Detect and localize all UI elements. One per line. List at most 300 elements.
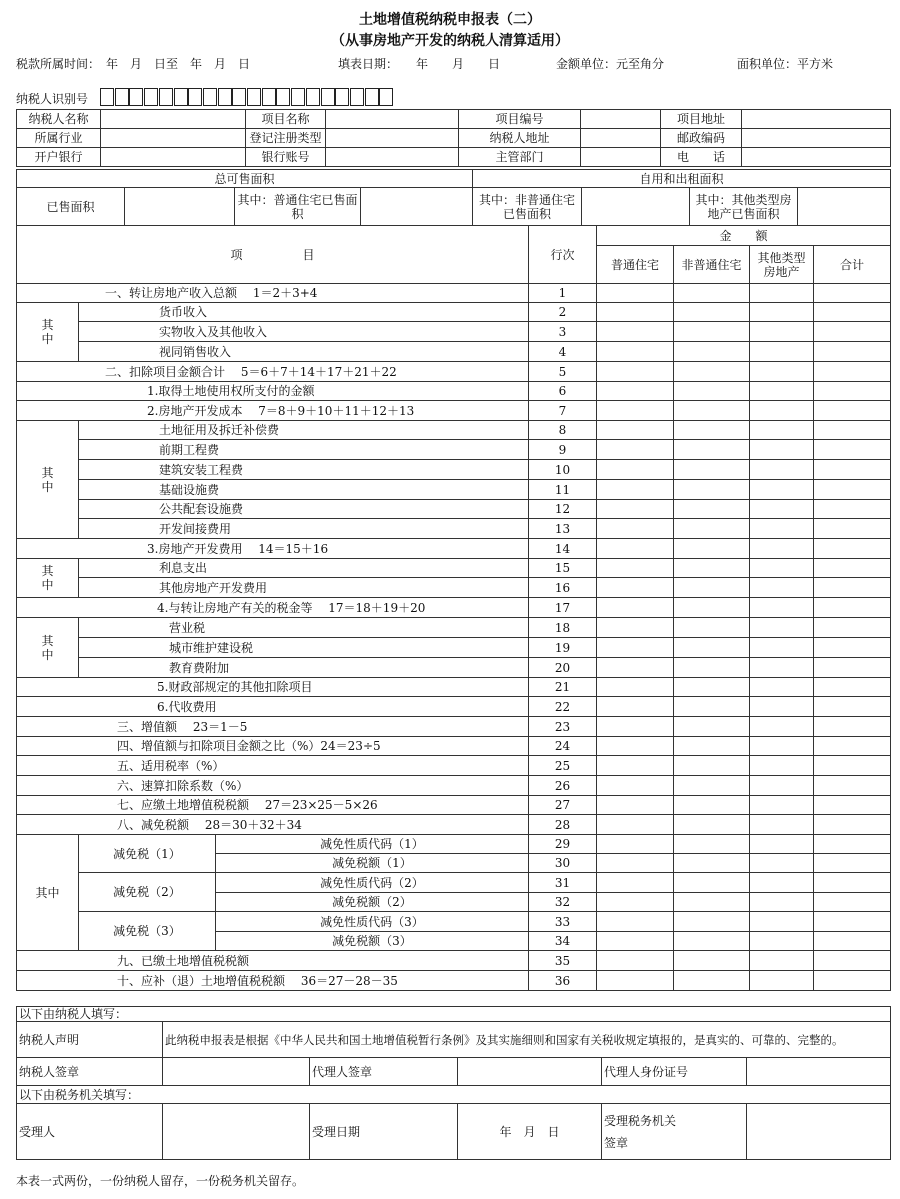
row-label: 4.与转让房地产有关的税金等 17＝18＋19＋20 <box>17 598 529 618</box>
footer-note: 本表一式两份，一份纳税人留存，一份税务机关留存。 <box>16 1174 305 1188</box>
amount-other-row-36[interactable] <box>750 971 814 991</box>
amount-nonordinary-row-4[interactable] <box>674 342 750 362</box>
taxpayer-id-digit-box[interactable] <box>262 88 276 106</box>
row-number: 20 <box>529 658 597 678</box>
amount-ordinary-row-15[interactable] <box>597 559 674 578</box>
amount-other-row-1[interactable] <box>750 284 814 303</box>
amount-other-row-10[interactable] <box>750 460 814 480</box>
relief-sub-label: 减免税（3） <box>79 912 216 951</box>
amount-total-row-33[interactable] <box>814 912 891 932</box>
nonordinary-sold-field[interactable] <box>582 188 690 226</box>
amount-total-row-27[interactable] <box>814 796 891 815</box>
form-title: 土地增值税纳税申报表（二） <box>359 12 541 28</box>
project-name-label: 项目名称 <box>246 110 326 129</box>
taxpayer-id-digit-box[interactable] <box>365 88 379 106</box>
authority-field[interactable] <box>581 148 661 167</box>
row-label: 七、应缴土地增值税税额 27＝23×25－5×26 <box>17 796 529 815</box>
amount-ordinary-row-1[interactable] <box>597 284 674 303</box>
amount-nonordinary-row-11[interactable] <box>674 480 750 500</box>
amount-nonordinary-row-8[interactable] <box>674 421 750 440</box>
amount-ordinary-row-24[interactable] <box>597 737 674 756</box>
receiver-label: 受理人 <box>17 1104 163 1160</box>
row-label: 土地征用及拆迁补偿费 <box>79 421 529 440</box>
table-row <box>17 971 891 991</box>
group-label: 其 中 <box>17 559 79 598</box>
table-row <box>17 460 891 480</box>
amount-other-row-3[interactable] <box>750 322 814 342</box>
project-name-field[interactable] <box>326 110 459 129</box>
amount-other-row-21[interactable] <box>750 678 814 697</box>
amount-nonordinary-row-9[interactable] <box>674 440 750 460</box>
table-row <box>17 421 891 440</box>
project-no-field[interactable] <box>581 110 661 129</box>
amount-ordinary-row-25[interactable] <box>597 756 674 776</box>
table-row <box>17 480 891 500</box>
project-address-field[interactable] <box>742 110 891 129</box>
amount-ordinary-row-22[interactable] <box>597 697 674 717</box>
row-label: 其他房地产开发费用 <box>79 578 529 598</box>
receive-date-label: 受理日期 <box>310 1104 458 1160</box>
amount-ordinary-row-31[interactable] <box>597 873 674 893</box>
table-row <box>17 322 891 342</box>
amount-nonordinary-row-12[interactable] <box>674 500 750 519</box>
table-row <box>17 776 891 796</box>
amount-nonordinary-row-21[interactable] <box>674 678 750 697</box>
row-number: 10 <box>529 460 597 480</box>
amount-other-row-18[interactable] <box>750 618 814 638</box>
row-number: 28 <box>529 815 597 835</box>
amount-other-row-24[interactable] <box>750 737 814 756</box>
money-unit: 金额单位：元至角分 <box>556 57 665 71</box>
amount-other-row-23[interactable] <box>750 717 814 737</box>
amount-nonordinary-row-31[interactable] <box>674 873 750 893</box>
table-row <box>17 618 891 638</box>
amount-other-row-17[interactable] <box>750 598 814 618</box>
table-row <box>17 559 891 578</box>
group-label: 其 中 <box>17 618 79 678</box>
row-number: 21 <box>529 678 597 697</box>
taxpayer-id-digit-box[interactable] <box>350 88 364 106</box>
self-use-area-label: 自用和出租面积 <box>473 170 891 188</box>
taxpayer-id-digit-box[interactable] <box>321 88 335 106</box>
amount-total-row-2[interactable] <box>814 303 891 322</box>
row-number: 7 <box>529 401 597 421</box>
amount-ordinary-row-21[interactable] <box>597 678 674 697</box>
amount-nonordinary-row-35[interactable] <box>674 951 750 971</box>
row-label: 教育费附加 <box>79 658 529 678</box>
signature-table <box>16 1006 891 1160</box>
amount-ordinary-row-30[interactable] <box>597 854 674 873</box>
amount-other-row-25[interactable] <box>750 756 814 776</box>
table-row <box>17 401 891 421</box>
amount-total-row-30[interactable] <box>814 854 891 873</box>
taxpayer-id-label: 纳税人识别号 <box>16 92 89 106</box>
amount-total-row-21[interactable] <box>814 678 891 697</box>
row-number: 24 <box>529 737 597 756</box>
amount-nonordinary-row-5[interactable] <box>674 362 750 382</box>
taxpayer-id-digit-box[interactable] <box>232 88 246 106</box>
form-subtitle: （从事房地产开发的纳税人清算适用） <box>331 33 569 49</box>
table-row <box>17 638 891 658</box>
amount-ordinary-row-17[interactable] <box>597 598 674 618</box>
amount-nonordinary-row-27[interactable] <box>674 796 750 815</box>
row-label: 公共配套设施费 <box>79 500 529 519</box>
amount-total-row-29[interactable] <box>814 835 891 854</box>
postal-code-field[interactable] <box>742 129 891 148</box>
table-row <box>17 303 891 322</box>
receiving-office-label <box>602 1104 747 1160</box>
row-label: 6.代收费用 <box>17 697 529 717</box>
reg-type-field[interactable] <box>326 129 459 148</box>
row-number: 35 <box>529 951 597 971</box>
row-label: 5.财政部规定的其他扣除项目 <box>17 678 529 697</box>
amount-other-row-29[interactable] <box>750 835 814 854</box>
amount-other-row-11[interactable] <box>750 480 814 500</box>
phone-field[interactable] <box>742 148 891 167</box>
amount-ordinary-row-11[interactable] <box>597 480 674 500</box>
bank-account-field[interactable] <box>326 148 459 167</box>
amount-total-row-15[interactable] <box>814 559 891 578</box>
table-row <box>17 756 891 776</box>
row-number: 8 <box>529 421 597 440</box>
row-label: 减免税额（2） <box>216 893 529 912</box>
amount-nonordinary-row-29[interactable] <box>674 835 750 854</box>
taxpayer-id-digit-box[interactable] <box>203 88 217 106</box>
amount-nonordinary-row-25[interactable] <box>674 756 750 776</box>
amount-ordinary-row-18[interactable] <box>597 618 674 638</box>
amount-total-row-23[interactable] <box>814 717 891 737</box>
amount-ordinary-row-5[interactable] <box>597 362 674 382</box>
taxpayer-sign-field[interactable] <box>163 1058 310 1086</box>
taxpayer-id-digit-box[interactable] <box>247 88 261 106</box>
taxpayer-id-digit-box[interactable] <box>276 88 290 106</box>
amount-nonordinary-row-15[interactable] <box>674 559 750 578</box>
table-row <box>17 678 891 697</box>
amount-ordinary-row-12[interactable] <box>597 500 674 519</box>
agent-id-label: 代理人身份证号 <box>602 1058 747 1086</box>
amount-ordinary-row-10[interactable] <box>597 460 674 480</box>
amount-other-row-20[interactable] <box>750 658 814 678</box>
amount-total-row-25[interactable] <box>814 756 891 776</box>
amount-other-row-31[interactable] <box>750 873 814 893</box>
amount-total-row-26[interactable] <box>814 776 891 796</box>
row-label: 减免性质代码（3） <box>216 912 529 932</box>
receiving-office-field[interactable] <box>747 1104 891 1160</box>
taxpayer-id-digit-box[interactable] <box>291 88 305 106</box>
row-number: 30 <box>529 854 597 873</box>
table-row <box>17 873 891 893</box>
taxpayer-id-digit-box[interactable] <box>100 88 114 106</box>
area-table <box>16 169 891 226</box>
amount-total-row-12[interactable] <box>814 500 891 519</box>
amount-nonordinary-row-36[interactable] <box>674 971 750 991</box>
amount-ordinary-row-28[interactable] <box>597 815 674 835</box>
ordinary-sold-field[interactable] <box>361 188 473 226</box>
amount-nonordinary-row-30[interactable] <box>674 854 750 873</box>
amount-nonordinary-row-22[interactable] <box>674 697 750 717</box>
group-label: 其 中 <box>17 421 79 539</box>
table-row <box>17 796 891 815</box>
row-label: 减免税额（3） <box>216 932 529 951</box>
row-number: 22 <box>529 697 597 717</box>
amount-ordinary-row-9[interactable] <box>597 440 674 460</box>
amount-ordinary-row-29[interactable] <box>597 835 674 854</box>
amount-nonordinary-row-24[interactable] <box>674 737 750 756</box>
table-row <box>17 500 891 519</box>
amount-other-row-9[interactable] <box>750 440 814 460</box>
receiving-office-sign-text: 签章 <box>604 1135 629 1150</box>
agent-sign-field[interactable] <box>458 1058 602 1086</box>
amount-nonordinary-row-18[interactable] <box>674 618 750 638</box>
table-row <box>17 658 891 678</box>
amount-other-row-5[interactable] <box>750 362 814 382</box>
taxpayer-info-table <box>16 109 891 167</box>
taxpayer-id-digit-box[interactable] <box>379 88 393 106</box>
amount-nonordinary-row-19[interactable] <box>674 638 750 658</box>
amount-ordinary-row-20[interactable] <box>597 658 674 678</box>
amount-other-row-27[interactable] <box>750 796 814 815</box>
column-header-other: 其他类型房地产 <box>750 246 814 284</box>
amount-ordinary-row-7[interactable] <box>597 401 674 421</box>
amount-ordinary-row-19[interactable] <box>597 638 674 658</box>
amount-nonordinary-row-20[interactable] <box>674 658 750 678</box>
amount-ordinary-row-4[interactable] <box>597 342 674 362</box>
taxpayer-id-digit-box[interactable] <box>144 88 158 106</box>
row-number: 23 <box>529 717 597 737</box>
row-label: 视同销售收入 <box>79 342 529 362</box>
amount-other-row-35[interactable] <box>750 951 814 971</box>
amount-total-row-19[interactable] <box>814 638 891 658</box>
main-calculation-table <box>16 225 891 991</box>
row-label: 1.取得土地使用权所支付的金额 <box>17 382 529 401</box>
table-row <box>17 362 891 382</box>
amount-total-row-20[interactable] <box>814 658 891 678</box>
amount-total-row-11[interactable] <box>814 480 891 500</box>
amount-ordinary-row-36[interactable] <box>597 971 674 991</box>
amount-nonordinary-row-7[interactable] <box>674 401 750 421</box>
amount-ordinary-row-26[interactable] <box>597 776 674 796</box>
amount-nonordinary-row-26[interactable] <box>674 776 750 796</box>
amount-nonordinary-row-32[interactable] <box>674 893 750 912</box>
row-number: 18 <box>529 618 597 638</box>
amount-total-row-28[interactable] <box>814 815 891 835</box>
table-row <box>17 342 891 362</box>
relief-sub-label: 减免税（2） <box>79 873 216 912</box>
declaration-label: 纳税人声明 <box>17 1022 163 1058</box>
amount-ordinary-row-23[interactable] <box>597 717 674 737</box>
row-label: 实物收入及其他收入 <box>79 322 529 342</box>
receive-date-field[interactable]: 年 月 日 <box>458 1104 602 1160</box>
amount-ordinary-row-2[interactable] <box>597 303 674 322</box>
taxpayer-id-digit-box[interactable] <box>115 88 129 106</box>
amount-other-row-6[interactable] <box>750 382 814 401</box>
other-sold-field[interactable] <box>798 188 891 226</box>
bank-label: 开户银行 <box>17 148 101 167</box>
row-number: 27 <box>529 796 597 815</box>
amount-ordinary-row-27[interactable] <box>597 796 674 815</box>
amount-ordinary-row-14[interactable] <box>597 539 674 559</box>
column-header-total: 合计 <box>814 246 891 284</box>
row-number: 1 <box>529 284 597 303</box>
amount-total-row-1[interactable] <box>814 284 891 303</box>
amount-nonordinary-row-3[interactable] <box>674 322 750 342</box>
reg-type-label: 登记注册类型 <box>246 129 326 148</box>
amount-total-row-36[interactable] <box>814 971 891 991</box>
amount-nonordinary-row-23[interactable] <box>674 717 750 737</box>
amount-nonordinary-row-10[interactable] <box>674 460 750 480</box>
amount-other-row-16[interactable] <box>750 578 814 598</box>
amount-nonordinary-row-2[interactable] <box>674 303 750 322</box>
amount-total-row-16[interactable] <box>814 578 891 598</box>
taxpayer-name-label: 纳税人名称 <box>17 110 101 129</box>
row-label: 减免性质代码（2） <box>216 873 529 893</box>
project-no-label: 项目编号 <box>459 110 581 129</box>
row-label: 利息支出 <box>79 559 529 578</box>
amount-other-row-30[interactable] <box>750 854 814 873</box>
taxpayer-id-digit-box[interactable] <box>335 88 349 106</box>
amount-other-row-15[interactable] <box>750 559 814 578</box>
amount-other-row-4[interactable] <box>750 342 814 362</box>
amount-other-row-8[interactable] <box>750 421 814 440</box>
amount-other-row-33[interactable] <box>750 912 814 932</box>
sold-area-label: 已售面积 <box>17 188 125 226</box>
amount-nonordinary-row-16[interactable] <box>674 578 750 598</box>
industry-field[interactable] <box>101 129 246 148</box>
agent-id-field[interactable] <box>747 1058 891 1086</box>
industry-label: 所属行业 <box>17 129 101 148</box>
amount-total-row-14[interactable] <box>814 539 891 559</box>
amount-ordinary-row-34[interactable] <box>597 932 674 951</box>
amount-ordinary-row-8[interactable] <box>597 421 674 440</box>
taxpayer-id-digit-box[interactable] <box>306 88 320 106</box>
amount-nonordinary-row-28[interactable] <box>674 815 750 835</box>
amount-ordinary-row-32[interactable] <box>597 893 674 912</box>
table-row <box>17 382 891 401</box>
agent-sign-label: 代理人签章 <box>310 1058 458 1086</box>
amount-ordinary-row-35[interactable] <box>597 951 674 971</box>
sold-area-field[interactable] <box>125 188 235 226</box>
taxpayer-address-label: 纳税人地址 <box>459 129 581 148</box>
table-row <box>17 835 891 854</box>
amount-total-row-35[interactable] <box>814 951 891 971</box>
amount-nonordinary-row-34[interactable] <box>674 932 750 951</box>
amount-other-row-13[interactable] <box>750 519 814 539</box>
table-row <box>17 912 891 932</box>
taxpayer-name-field[interactable] <box>101 110 246 129</box>
amount-other-row-34[interactable] <box>750 932 814 951</box>
row-label: 减免税额（1） <box>216 854 529 873</box>
row-number: 36 <box>529 971 597 991</box>
row-number: 13 <box>529 519 597 539</box>
amount-total-row-10[interactable] <box>814 460 891 480</box>
amount-total-row-5[interactable] <box>814 362 891 382</box>
amount-other-row-2[interactable] <box>750 303 814 322</box>
amount-total-row-17[interactable] <box>814 598 891 618</box>
taxpayer-id-digit-box[interactable] <box>129 88 143 106</box>
taxpayer-id-digit-box[interactable] <box>218 88 232 106</box>
row-label: 八、减免税额 28＝30＋32＋34 <box>17 815 529 835</box>
row-label: 营业税 <box>79 618 529 638</box>
amount-ordinary-row-3[interactable] <box>597 322 674 342</box>
amount-total-row-7[interactable] <box>814 401 891 421</box>
amount-total-row-32[interactable] <box>814 893 891 912</box>
amount-ordinary-row-6[interactable] <box>597 382 674 401</box>
bank-field[interactable] <box>101 148 246 167</box>
amount-other-row-28[interactable] <box>750 815 814 835</box>
amount-ordinary-row-16[interactable] <box>597 578 674 598</box>
row-number: 6 <box>529 382 597 401</box>
receiving-office-text: 受理税务机关 <box>604 1113 677 1128</box>
amount-total-row-18[interactable] <box>814 618 891 638</box>
amount-header: 金 额 <box>597 226 891 246</box>
amount-total-row-6[interactable] <box>814 382 891 401</box>
postal-code-label: 邮政编码 <box>661 129 742 148</box>
relief-group-label: 其中 <box>17 835 79 951</box>
row-label: 3.房地产开发费用 14＝15＋16 <box>17 539 529 559</box>
amount-ordinary-row-33[interactable] <box>597 912 674 932</box>
amount-total-row-9[interactable] <box>814 440 891 460</box>
row-label: 九、已缴土地增值税税额 <box>17 951 529 971</box>
row-label: 前期工程费 <box>79 440 529 460</box>
amount-nonordinary-row-17[interactable] <box>674 598 750 618</box>
amount-other-row-7[interactable] <box>750 401 814 421</box>
fill-date: 填表日期： 年 月 日 <box>338 57 501 71</box>
taxpayer-id-digit-box[interactable] <box>188 88 202 106</box>
amount-other-row-14[interactable] <box>750 539 814 559</box>
taxpayer-id-digit-box[interactable] <box>174 88 188 106</box>
amount-total-row-34[interactable] <box>814 932 891 951</box>
amount-other-row-19[interactable] <box>750 638 814 658</box>
amount-other-row-22[interactable] <box>750 697 814 717</box>
amount-nonordinary-row-14[interactable] <box>674 539 750 559</box>
amount-nonordinary-row-33[interactable] <box>674 912 750 932</box>
row-label: 五、适用税率（%） <box>17 756 529 776</box>
amount-nonordinary-row-6[interactable] <box>674 382 750 401</box>
row-number: 16 <box>529 578 597 598</box>
row-number: 12 <box>529 500 597 519</box>
amount-total-row-24[interactable] <box>814 737 891 756</box>
amount-total-row-31[interactable] <box>814 873 891 893</box>
ordinary-sold-label: 其中：普通住宅已售面积 <box>235 188 361 226</box>
amount-other-row-12[interactable] <box>750 500 814 519</box>
amount-total-row-3[interactable] <box>814 322 891 342</box>
table-row <box>17 578 891 598</box>
amount-other-row-26[interactable] <box>750 776 814 796</box>
amount-total-row-13[interactable] <box>814 519 891 539</box>
amount-total-row-8[interactable] <box>814 421 891 440</box>
amount-nonordinary-row-1[interactable] <box>674 284 750 303</box>
other-sold-label: 其中：其他类型房地产已售面积 <box>690 188 798 226</box>
receiver-field[interactable] <box>163 1104 310 1160</box>
amount-nonordinary-row-13[interactable] <box>674 519 750 539</box>
taxpayer-id-digit-box[interactable] <box>159 88 173 106</box>
amount-other-row-32[interactable] <box>750 893 814 912</box>
row-number-header: 行次 <box>529 226 597 284</box>
row-number: 2 <box>529 303 597 322</box>
row-number: 3 <box>529 322 597 342</box>
amount-ordinary-row-13[interactable] <box>597 519 674 539</box>
table-row <box>17 519 891 539</box>
row-number: 17 <box>529 598 597 618</box>
row-number: 33 <box>529 912 597 932</box>
taxpayer-address-field[interactable] <box>581 129 661 148</box>
amount-total-row-4[interactable] <box>814 342 891 362</box>
table-row <box>17 815 891 835</box>
amount-total-row-22[interactable] <box>814 697 891 717</box>
row-number: 34 <box>529 932 597 951</box>
table-row <box>17 951 891 971</box>
row-number: 9 <box>529 440 597 460</box>
